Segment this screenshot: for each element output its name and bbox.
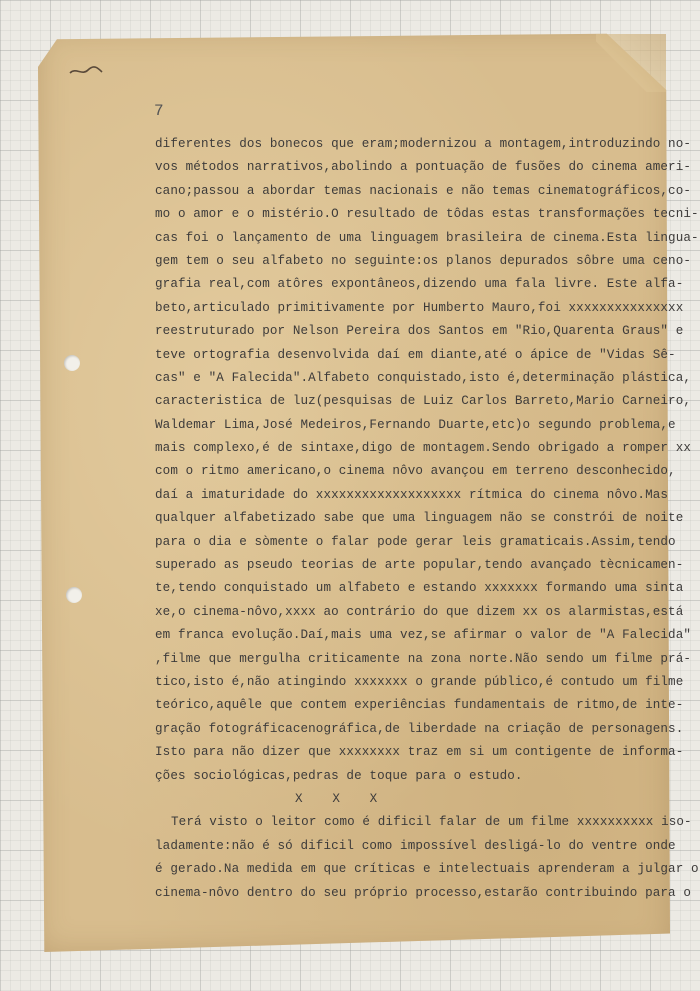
text-line: em franca evolução.Daí,mais uma vez,se afirmar o valor de "A Falecida" — [155, 628, 692, 643]
page-number: 7 — [154, 102, 164, 120]
text-line: para o dia e sòmente o falar pode gerar leis gramaticais.Assim,tendo — [155, 534, 676, 549]
text-line: superado as pseudo teorias de arte popular,tendo avançado tècnicamen- — [155, 558, 684, 573]
text-line: teórico,aquêle que contem experiências fundamentais de ritmo,de inte- — [155, 698, 684, 713]
text-line: mais complexo,é de sintaxe,digo de montagem.Sendo obrigado a romper xx — [155, 441, 692, 456]
text-line: caracteristica de luz(pesquisas de Luiz Carlos Barreto,Mario Carneiro, — [155, 394, 692, 409]
section-separator: X X X — [295, 791, 378, 806]
text-line: teve ortografia desenvolvida daí em diante,até o ápice de "Vidas Sê- — [155, 347, 676, 362]
text-line: qualquer alfabetizado sabe que uma linguagem não se constrói de noite — [155, 511, 684, 526]
text-line: tico,isto é,não atingindo xxxxxxx o grande público,é contudo um filme — [155, 674, 684, 689]
text-line: te,tendo conquistado um alfabeto e estando xxxxxxx formando uma sinta — [155, 581, 684, 596]
text-line: cas foi o lançamento de uma linguagem brasileira de cinema.Esta lingua- — [155, 230, 699, 245]
text-line: xe,o cinema-nôvo,xxxx ao contrário do que dizem xx os alarmistas,está — [155, 604, 684, 619]
text-line: ladamente:não é só dificil como impossível desligá-lo do ventre onde — [155, 838, 676, 853]
text-line: mo o amor e o mistério.O resultado de tôdas estas transformações tecni- — [155, 207, 699, 222]
text-line: Terá visto o leitor como é dificil falar de um filme xxxxxxxxxx iso- — [171, 815, 692, 830]
punch-hole — [64, 355, 80, 371]
punch-hole — [66, 587, 82, 603]
text-line: beto,articulado primitivamente por Humberto Mauro,foi xxxxxxxxxxxxxxx — [155, 300, 684, 315]
ink-mark — [68, 64, 104, 78]
text-line: grafia real,com atôres expontâneos,dizendo uma fala livre. Este alfa- — [155, 277, 684, 292]
text-line: daí a imaturidade do xxxxxxxxxxxxxxxxxxx rítmica do cinema nôvo.Mas — [155, 487, 669, 502]
text-line: gem tem o seu alfabeto no seguinte:os planos depurados sôbre uma ceno- — [155, 253, 692, 268]
text-line: cas" e "A Falecida".Alfabeto conquistado,isto é,determinação plástica, — [155, 370, 692, 385]
text-line: Isto para não dizer que xxxxxxxx traz em si um contigente de informa- — [155, 745, 684, 760]
text-line: reestruturado por Nelson Pereira dos Santos em "Rio,Quarenta Graus" e — [155, 324, 684, 339]
body-text — [155, 133, 699, 905]
text-line: cinema-nôvo dentro do seu próprio processo,estarão contribuindo para o — [155, 885, 692, 900]
text-line: com o ritmo americano,o cinema nôvo avançou em terreno desconhecido, — [155, 464, 676, 479]
text-line: Waldemar Lima,José Medeiros,Fernando Duarte,etc)o segundo problema,e — [155, 417, 676, 432]
text-line: vos métodos narrativos,abolindo a pontuação de fusões do cinema ameri- — [155, 160, 692, 175]
text-line: é gerado.Na medida em que críticas e intelectuais aprenderam a julgar o — [155, 862, 699, 877]
text-line: diferentes dos bonecos que eram;modernizou a montagem,introduzindo no- — [155, 137, 692, 151]
text-line: gração fotográficacenográfica,de liberdade na criação de personagens. — [155, 721, 684, 736]
page-fold — [596, 34, 666, 92]
text-line: cano;passou a abordar temas nacionais e não temas cinematográficos,co- — [155, 183, 692, 198]
text-line: ,filme que mergulha criticamente na zona norte.Não sendo um filme prá- — [155, 651, 692, 666]
text-line: ções sociológicas,pedras de toque para o estudo. — [155, 768, 523, 783]
